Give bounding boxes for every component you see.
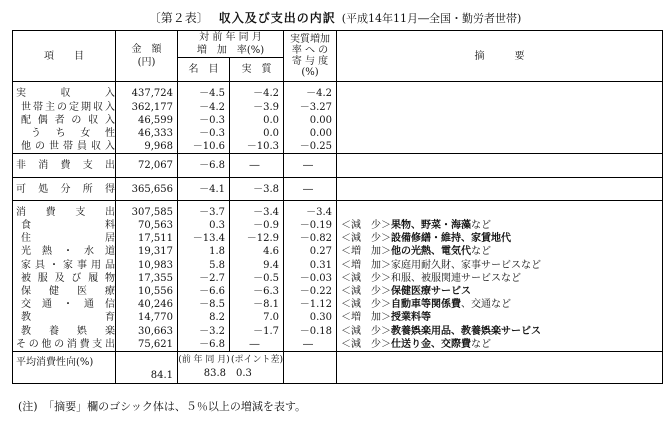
row-item: 被服及び履物 (13, 272, 116, 285)
row-item: 教 養 娯 楽 (13, 325, 116, 338)
remark-direction: ＜増 加＞ (341, 246, 391, 258)
remark-minor: 、交通など (461, 299, 511, 311)
row-nominal: －4.1 (178, 183, 230, 201)
row-amount: 14,770 (116, 311, 178, 324)
row-item: 可 処 分 所 得 (13, 183, 116, 201)
table-row (13, 311, 663, 324)
row-nominal: －3.2 (178, 325, 230, 338)
row-item: 実 収 入 (13, 87, 116, 100)
row-nominal: －2.7 (178, 272, 230, 285)
propensity-section (13, 352, 663, 384)
row-real: －3.9 (230, 101, 284, 114)
remark-major: 自動車等関係費 (391, 299, 461, 311)
income-expenditure-table (12, 30, 663, 384)
table-row (13, 272, 663, 285)
table-number: 〔第２表〕 (148, 11, 209, 25)
remark-minor: など (471, 220, 491, 232)
row-amount: 46,599 (116, 114, 178, 127)
row-item: 平均消費性向(%) (13, 352, 116, 384)
consumption-section (13, 200, 663, 351)
row-amount: 10,556 (116, 285, 178, 298)
row-item: 世帯主の定期収入 (13, 101, 116, 114)
remark-direction: ＜減 少＞ (341, 286, 391, 298)
row-contribution: －0.03 (284, 272, 337, 285)
remark-direction: ＜増 加＞ (341, 259, 391, 271)
row-contribution: 0.31 (284, 259, 337, 272)
table-row (13, 127, 663, 140)
remark-minor: など (471, 246, 491, 258)
remark-major: 授業料等 (391, 312, 431, 324)
row-real: －12.9 (230, 232, 284, 245)
row-nominal: －10.6 (178, 140, 230, 154)
row-item: 住 居 (13, 232, 116, 245)
table-subtitle: (平成14年11月―全国・勤労者世帯) (341, 12, 522, 25)
remark-direction: ＜減 少＞ (341, 338, 391, 350)
row-remarks (337, 338, 663, 352)
row-nominal: －6.8 (178, 338, 230, 352)
header-yoy-line1: 対 前 年 同 月 (199, 32, 262, 43)
row-amount: 10,983 (116, 259, 178, 272)
header-amount (116, 31, 178, 82)
row-remarks (337, 285, 663, 298)
prev-year-value: 83.8 (203, 368, 226, 380)
remark-direction: ＜減 少＞ (341, 272, 391, 284)
row-contribution: －3.27 (284, 101, 337, 114)
row-item: 交 通 ・ 通 信 (13, 298, 116, 311)
row-remarks (337, 259, 663, 272)
row-contribution: 0.30 (284, 311, 337, 324)
row-amount: 30,663 (116, 325, 178, 338)
row-nominal: －0.3 (178, 127, 230, 140)
row-item: 食 料 (13, 219, 116, 232)
table-title (0, 9, 670, 26)
row-contribution: ― (284, 183, 337, 201)
row-item: 教 育 (13, 311, 116, 324)
row-nominal: －4.5 (178, 87, 230, 100)
row-remarks (337, 219, 663, 232)
header-contrib-line2: 率 へ の (291, 45, 329, 57)
propensity-value: 84.1 (116, 352, 178, 384)
row-real: －6.3 (230, 285, 284, 298)
row-contribution: －0.22 (284, 285, 337, 298)
table-row (13, 232, 663, 245)
remark-major: 他の光熱、電気代 (391, 246, 471, 258)
remark-direction: ＜減 少＞ (341, 325, 391, 337)
row-amount: 365,656 (116, 183, 178, 201)
row-remarks (337, 325, 663, 338)
table-row (13, 245, 663, 258)
row-contribution: 0.00 (284, 127, 337, 140)
row-contribution: 0.00 (284, 114, 337, 127)
row-real: 4.6 (230, 245, 284, 258)
footnote: (注) 「摘要」欄のゴシック体は、５％以上の増減を表す。 (18, 400, 306, 413)
point-diff-value: 0.3 (236, 368, 252, 380)
table-row (13, 140, 663, 154)
row-nominal: －4.2 (178, 101, 230, 114)
remark-major: 保健医療サービス (391, 286, 471, 298)
row-remarks (337, 232, 663, 245)
table-row (13, 285, 663, 298)
row-nominal: －13.4 (178, 232, 230, 245)
row-amount: 70,563 (116, 219, 178, 232)
remark-direction: ＜減 少＞ (341, 299, 391, 311)
row-amount: 19,317 (116, 245, 178, 258)
row-nominal: －6.8 (178, 159, 230, 177)
header-nominal: 名 目 (178, 58, 230, 82)
header-real: 実 質 (230, 58, 284, 82)
header-remarks: 摘 要 (337, 31, 663, 82)
point-diff-label: (ポイント差) (230, 355, 284, 366)
income-section (13, 82, 663, 154)
remark-direction: ＜減 少＞ (341, 233, 391, 245)
row-real: 0.0 (230, 127, 284, 140)
row-amount: 362,177 (116, 101, 178, 114)
header-item: 項 目 (13, 31, 116, 82)
row-item: 非 消 費 支 出 (13, 159, 116, 177)
row-amount: 75,621 (116, 338, 178, 352)
header-contrib-line1: 実質増加 (290, 34, 330, 46)
nonconsumption-section (13, 154, 663, 177)
header-yoy-line2: 増 加 率(%) (196, 45, 265, 57)
row-real: ― (230, 159, 284, 177)
row-nominal: －6.6 (178, 285, 230, 298)
row-contribution: 0.27 (284, 245, 337, 258)
row-nominal: 8.2 (178, 311, 230, 324)
row-nominal: －8.5 (178, 298, 230, 311)
table-main-title: 収入及び支出の内訳 (218, 11, 336, 25)
row-real: ― (230, 338, 284, 352)
prev-year-label: (前 年 同 月) (178, 355, 230, 366)
row-real: 9.4 (230, 259, 284, 272)
table-row (13, 259, 663, 272)
remark-direction: ＜減 少＞ (341, 220, 391, 232)
row-item: う ち 女 性 (13, 127, 116, 140)
row-amount: 72,067 (116, 159, 178, 177)
table-row (13, 219, 663, 232)
row-remarks (337, 272, 663, 285)
row-contribution: －1.12 (284, 298, 337, 311)
row-nominal: 1.8 (178, 245, 230, 258)
row-real: 7.0 (230, 311, 284, 324)
row-nominal: 0.3 (178, 219, 230, 232)
header-yoy (178, 31, 284, 58)
row-item: 家具・家事用品 (13, 259, 116, 272)
row-remarks (337, 298, 663, 311)
remark-minor: など (471, 338, 491, 350)
row-remarks (337, 245, 663, 258)
row-item: 消 費 支 出 (13, 206, 116, 219)
table-row (13, 338, 663, 352)
row-nominal: 5.8 (178, 259, 230, 272)
row-real: －1.7 (230, 325, 284, 338)
row-real: 0.0 (230, 114, 284, 127)
row-item: その他の消費支出 (13, 338, 116, 352)
table-row (13, 352, 663, 384)
header-contribution (284, 31, 337, 82)
remark-direction: ＜増 加＞ (341, 312, 391, 324)
row-contribution: －0.82 (284, 232, 337, 245)
row-nominal: －0.3 (178, 114, 230, 127)
row-contribution: －4.2 (284, 87, 337, 100)
remark-major: 果物、野菜・海藻 (391, 220, 471, 232)
table-row (13, 101, 663, 114)
row-amount: 307,585 (116, 206, 178, 219)
row-item: 保 健 医 療 (13, 285, 116, 298)
remark-major: 仕送り金、交際費 (391, 338, 471, 350)
row-contribution: －3.4 (284, 206, 337, 219)
row-real: －0.9 (230, 219, 284, 232)
row-real: －10.3 (230, 140, 284, 154)
row-item: 配偶者の収入 (13, 114, 116, 127)
row-real: －0.5 (230, 272, 284, 285)
row-contribution: －0.25 (284, 140, 337, 154)
row-contribution: ― (284, 159, 337, 177)
row-amount: 17,511 (116, 232, 178, 245)
row-amount: 9,968 (116, 140, 178, 154)
remark-major: 設備修繕・維持、家賃地代 (391, 233, 511, 245)
row-real: －4.2 (230, 87, 284, 100)
row-real: －3.4 (230, 206, 284, 219)
row-amount: 437,724 (116, 87, 178, 100)
row-amount: 40,246 (116, 298, 178, 311)
row-amount: 46,333 (116, 127, 178, 140)
remark-minor: 家庭用耐久財、家事サービスなど (391, 259, 541, 271)
row-contribution: －0.18 (284, 325, 337, 338)
row-contribution: ― (284, 338, 337, 352)
header-amount-label: 金 額 (131, 44, 162, 55)
row-amount: 17,355 (116, 272, 178, 285)
table-row (13, 114, 663, 127)
table-row (13, 298, 663, 311)
disposable-section (13, 177, 663, 200)
table-row (13, 183, 663, 201)
table-row (13, 159, 663, 177)
header-amount-unit: (円) (137, 57, 156, 69)
row-real: －8.1 (230, 298, 284, 311)
row-item: 光 熱 ・ 水 道 (13, 245, 116, 258)
header-contrib-line3: 寄 与 度 (291, 56, 329, 68)
row-contribution: －0.19 (284, 219, 337, 232)
row-real: －3.8 (230, 183, 284, 201)
row-nominal: －3.7 (178, 206, 230, 219)
table-row (13, 87, 663, 100)
remark-minor: 和服、被服関連サービスなど (391, 272, 521, 284)
header-contrib-line4: (%) (301, 67, 319, 79)
table-row (13, 325, 663, 338)
row-item: 他の世帯員収入 (13, 140, 116, 154)
table-row (13, 206, 663, 219)
remark-major: 教養娯楽用品、教養娯楽サービス (391, 325, 541, 337)
row-remarks (337, 311, 663, 324)
